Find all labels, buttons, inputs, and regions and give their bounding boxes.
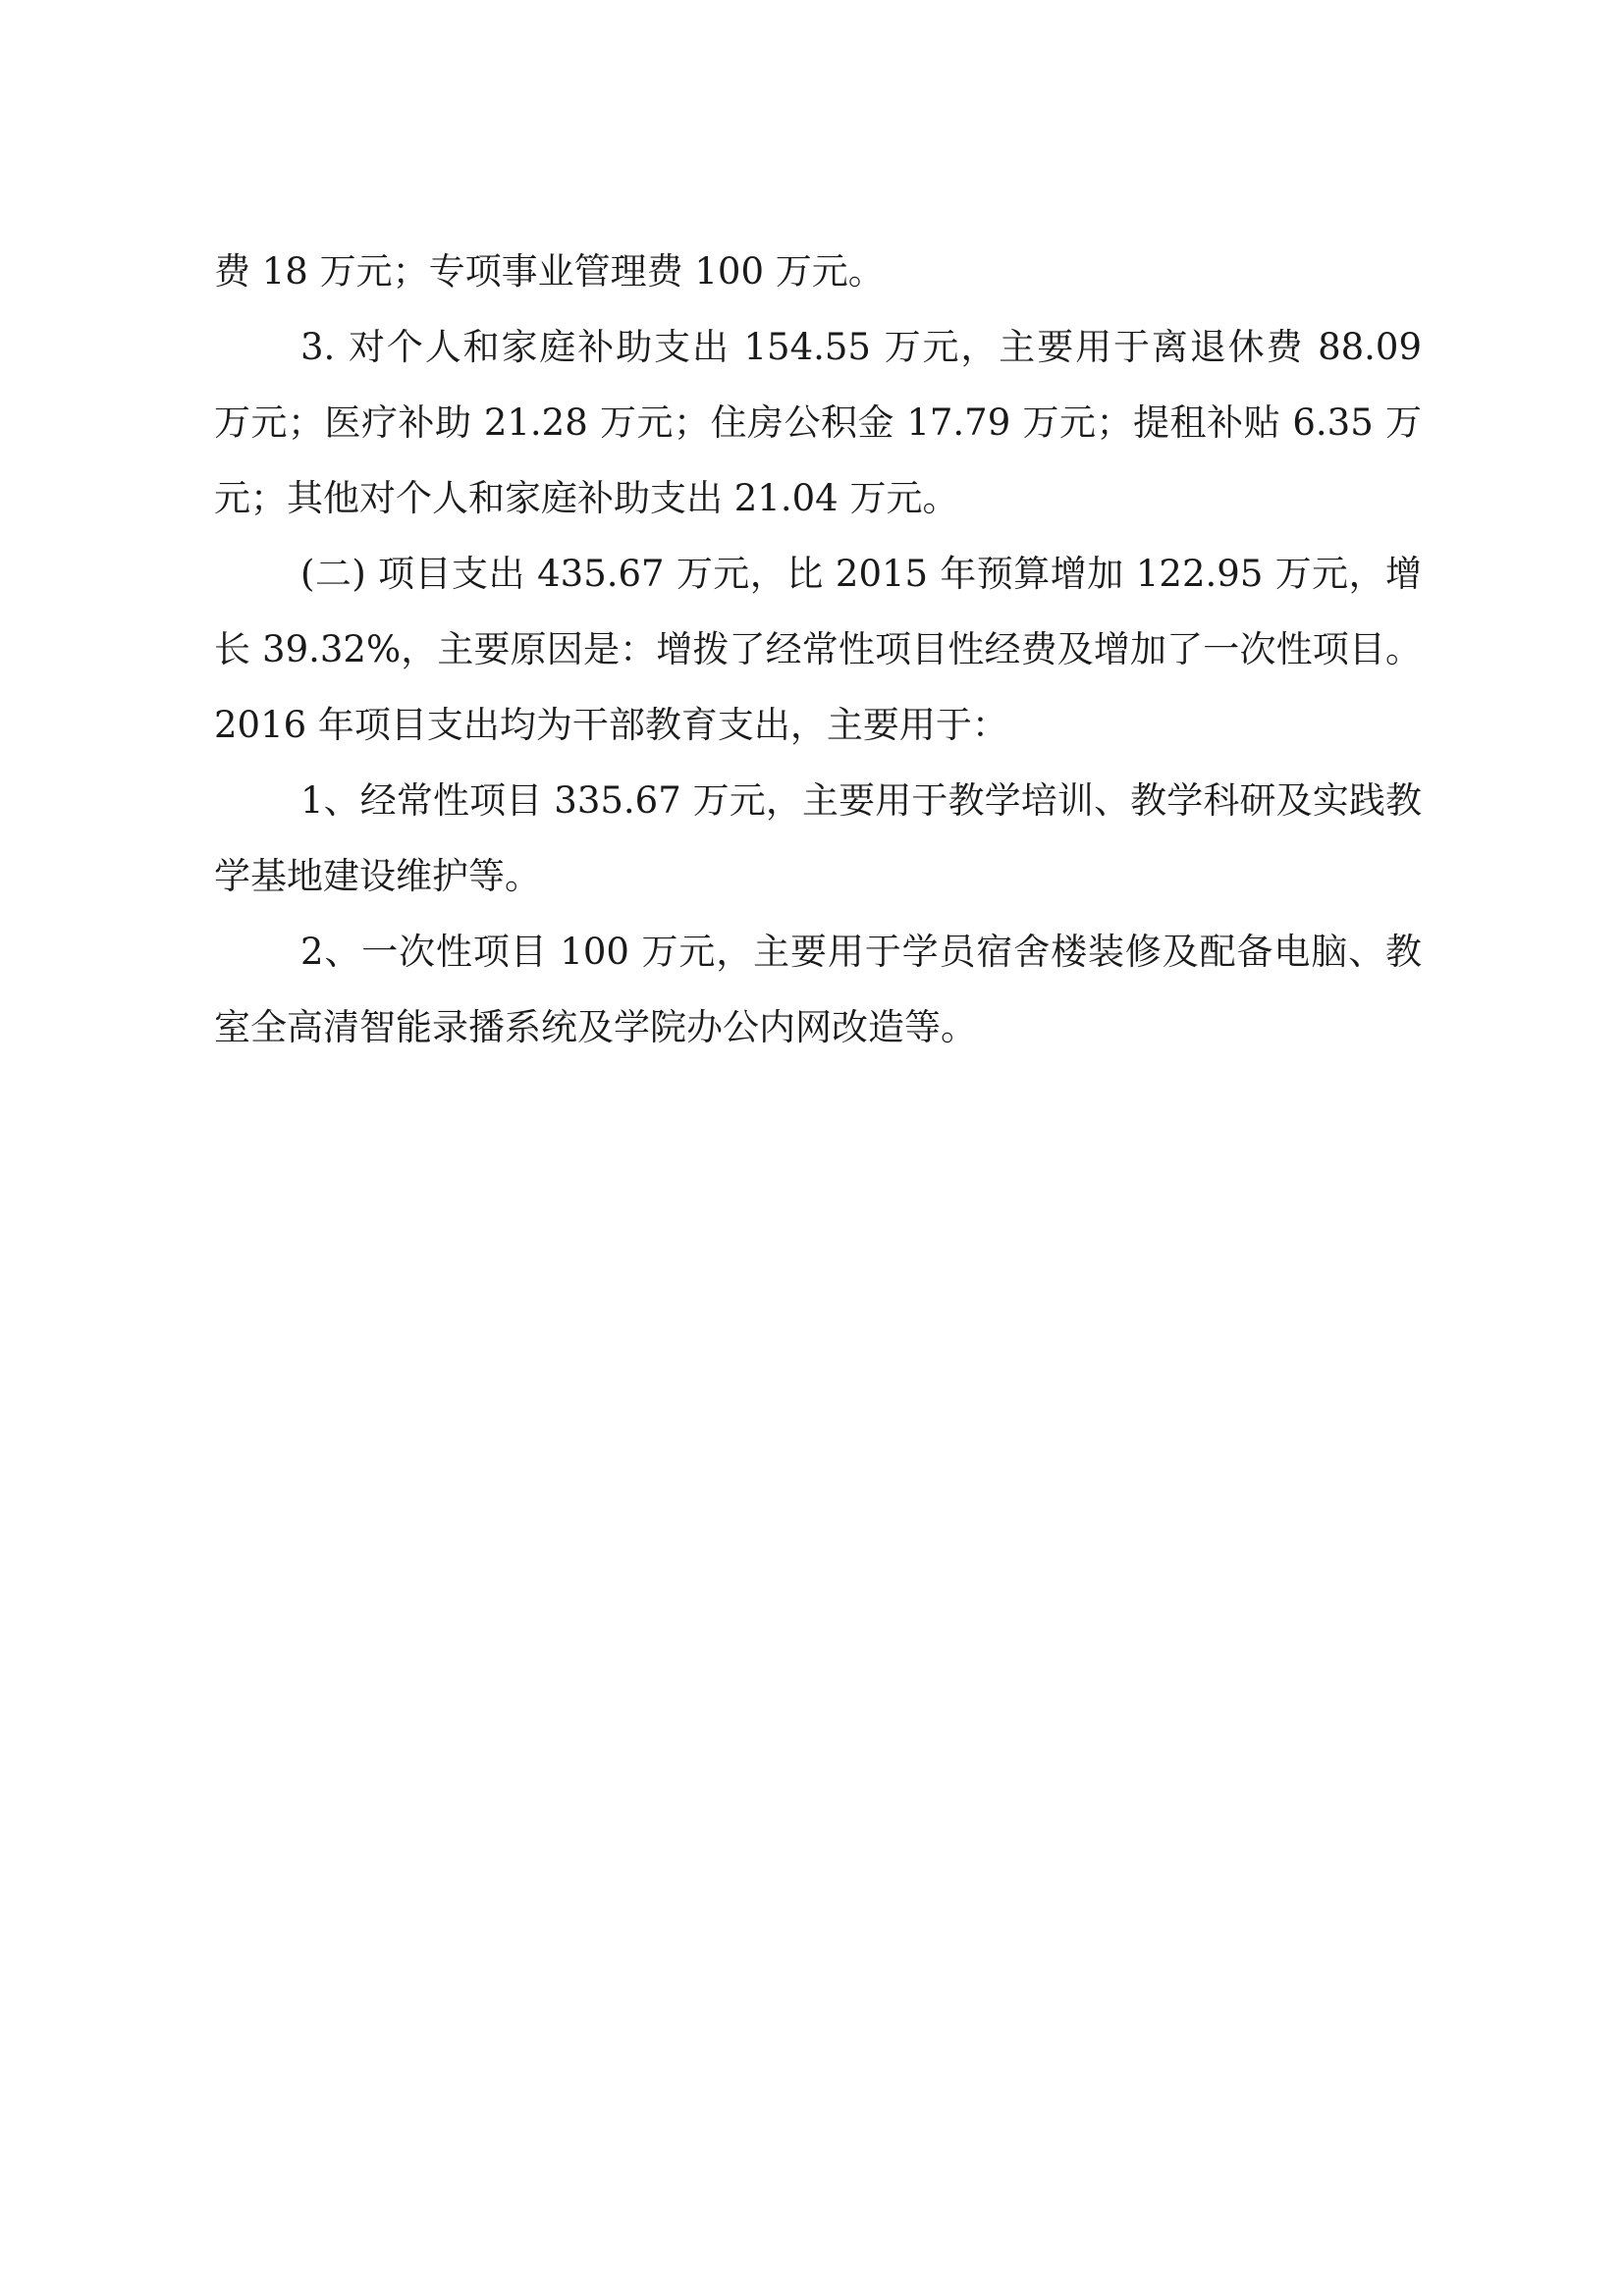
document-body (214, 234, 1422, 1065)
paragraph-one-time-projects: 2、一次性项目 100 万元，主要用于学员宿舍楼装修及配备电脑、教室全高清智能录播系统及学院办公内网改造等。 (214, 931, 1422, 1048)
paragraph-family-subsidy-expenditure: 3. 对个人和家庭补助支出 154.55 万元，主要用于离退休费 88.09 万元；医疗补助 21.28 万元；住房公积金 17.79 万元；提租补贴 6.35 万元；其他对个人和家庭补助支出 21.04 万元。 (214, 326, 1422, 519)
paragraph-recurring-projects: 1、经常性项目 335.67 万元，主要用于教学培训、教学科研及实践教学基地建设维护等。 (214, 779, 1422, 897)
paragraph-continuation-special-fees: 费 18 万元；专项事业管理费 100 万元。 (214, 250, 885, 293)
paragraph-project-expenditure: (二) 项目支出 435.67 万元，比 2015 年预算增加 122.95 万元，增长 39.32%，主要原因是：增拨了经常性项目性经费及增加了一次性项目。2016 年项目支出均为干部教育支出，主要用于： (214, 553, 1422, 746)
